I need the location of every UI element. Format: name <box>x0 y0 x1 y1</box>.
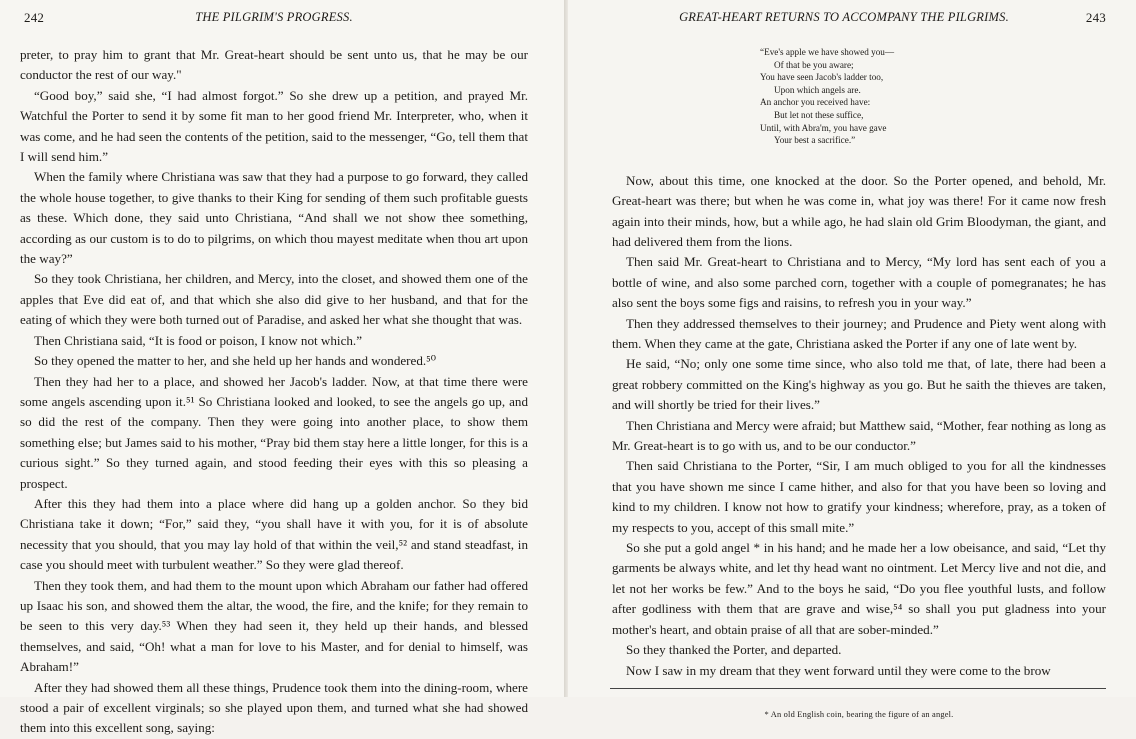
paragraph: “Good boy,” said she, “I had almost forgot.” So she drew up a petition, and prayed Mr. Watchful the Porter to send it by some fit man to her good friend Mr. Interpreter, who, when it was come, and he had seen the contents of the petition, said to the messenger, “Go, tell them that I will send him.” <box>20 87 528 165</box>
paragraph: So she put a gold angel * in his hand; and he made her a low obeisance, and said, “Let thy garments be always white, and let thy head want no ointment. Let Mercy live and not die, and let not her works be few.” And to the boys he said, “Do you flee youthful lusts, and follow after godliness with them that are grave and wise,⁵⁴ so shall you put gladness into your mother's heart, and obtain praise of all that are sober-minded.” <box>612 540 1106 637</box>
paragraph: Now I saw in my dream that they went forward until they were come to the brow <box>626 662 1051 678</box>
poem <box>760 46 1106 147</box>
footnote: * An old English coin, bearing the figure of an angel. <box>764 709 954 719</box>
poem-line: An anchor you received have: <box>760 97 871 108</box>
right-page-number: 243 <box>1085 10 1106 25</box>
left-page-header <box>20 0 528 28</box>
paragraph: So they opened the matter to her, and she held up her hands and wondered.⁵⁰ <box>34 353 436 369</box>
left-running-title: THE PILGRIM'S PROGRESS. <box>195 10 353 24</box>
paragraph: So they thanked the Porter, and departed. <box>626 642 842 658</box>
left-page <box>0 0 568 736</box>
paragraph: preter, to pray him to grant that Mr. Great-heart should be sent unto us, that he may be our conductor the rest of our way." <box>20 47 528 83</box>
paragraph: Then said Christiana to the Porter, “Sir, I am much obliged to you for all the kindnesses that you have shown me since I came hither, and also for that you have been so loving and kind to my children. I know not how to gratify your kindness; wherefore, pray, as a token of my respects to you, accept of this small mite.” <box>612 458 1106 535</box>
paragraph: When the family where Christiana was saw that they had a purpose to go forward, they called the whole house together, to give thanks to their King for sending of them such profitable guests as these. Which done, they said unto Christiana, “And shall we not show thee something, according as our custom is to do to pilgrims, on which thou mayest meditate when thou art upon the way?” <box>20 169 528 267</box>
poem-line: Upon which angels are. <box>774 84 861 95</box>
right-running-title: GREAT-HEART RETURNS TO ACCOMPANY THE PILGRIMS. <box>679 10 1009 24</box>
paragraph: Then they addressed themselves to their journey; and Prudence and Piety went along with them. When they came at the gate, Christiana asked the Porter if any one of late went by. <box>612 315 1106 351</box>
paragraph: Then said Mr. Great-heart to Christiana and to Mercy, “My lord has sent each of you a bottle of wine, and also some parched corn, together with a couple of pomegranates; he has also sent the boys some figs and raisins, to refresh you in your way.” <box>612 254 1106 311</box>
right-page-header <box>612 0 1106 28</box>
paragraph: So they took Christiana, her children, and Mercy, into the closet, and showed them one of the apples that Eve did eat of, and that which she also did give to her husband, and that for the eating of which they were both turned out of Paradise, and asked her what she thought that was. <box>20 271 528 328</box>
poem-line: “Eve's apple we have showed you— <box>760 47 895 57</box>
poem-line: Until, with Abra'm, you have gave <box>760 122 887 133</box>
paragraph: Then Christiana and Mercy were afraid; but Matthew said, “Mother, fear nothing as long as Mr. Great-heart is to go with us, and to be our conductor.” <box>612 417 1106 454</box>
paragraph: After this they had them into a place where did hang up a golden anchor. So they bid Christiana take it down; “For,” said they, “you shall have it with you, for it is of absolute necessity that you should, that you may lay hold of that within the veil,⁵² and stand steadfast, in case you should meet with turbulent weather.” So they were glad thereof. <box>20 495 528 573</box>
poem-line: But let not these suffice, <box>774 109 864 120</box>
left-page-text <box>20 45 528 739</box>
paragraph: Then Christiana said, “It is food or poison, I know not which.” <box>34 332 363 348</box>
poem-line: Of that be you aware; <box>774 59 854 70</box>
paragraph: Then they took them, and had them to the mount upon which Abraham our father had offered up Isaac his son, and showed them the altar, the wood, the fire, and the knife; for they remain to be seen to this very day.⁵³ When they had seen it, they held up their hands, and blessed themselves, and said, “Oh! what a man for love to his Master, and for denial to himself, was Abraham!” <box>20 577 528 675</box>
paragraph: After they had showed them all these things, Prudence took them into the dining-room, where stood a pair of excellent virginals; so she played upon them, and turned what she had showed them into this excellent song, saying: <box>20 679 528 736</box>
paragraph: He said, “No; only one some time since, who also told me that, of late, there had been a great robbery committed on the King's highway as you go. But he saith the thieves are taken, and will shortly be tried for their lives.” <box>612 356 1106 413</box>
paragraph: Then they had her to a place, and showed her Jacob's ladder. Now, at that time there were some angels ascending upon it.⁵¹ So Christiana looked and looked, to see the angels go up, and so did the rest of the company. Then they were going into another place, to show them something else; but James said to his mother, “Pray bid them stay here a little longer, for this is a curious sight.” So they turned again, and stood feeding their eyes with this so pleasing a prospect. <box>20 373 528 491</box>
rule-line <box>610 688 1106 689</box>
left-page-number: 242 <box>24 10 45 25</box>
right-page-text <box>612 171 1106 681</box>
paragraph: Now, about this time, one knocked at the door. So the Porter opened, and behold, Mr. Great-heart was there; but when he was come in, what joy was there! For it came now fresh again into their minds, how, but a while ago, he had slain old Grim Bloodyman, the giant, and had delivered them from the lions. <box>612 172 1106 249</box>
poem-line: Your best a sacrifice.” <box>774 135 856 146</box>
right-page <box>568 0 1136 719</box>
poem-line: You have seen Jacob's ladder too, <box>760 72 884 83</box>
footnote-rule <box>610 684 1106 696</box>
